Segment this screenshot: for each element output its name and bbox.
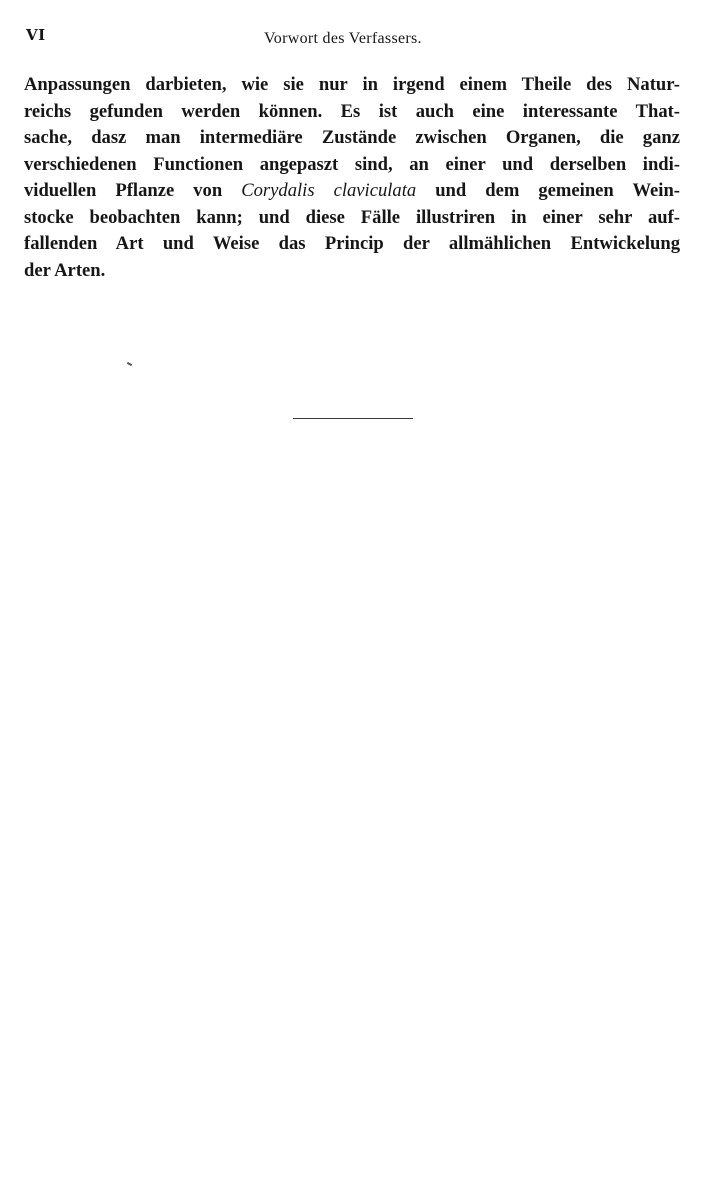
section-end-rule (293, 418, 413, 419)
running-title: Vorwort des Verfassers. (264, 30, 422, 47)
text-line-mixed (24, 178, 680, 205)
species-name: Corydalis claviculata (241, 180, 417, 201)
ink-speck (127, 362, 132, 366)
text-segment: und dem gemeinen Wein- (435, 180, 680, 201)
text-line-last: der Arten. (24, 259, 106, 281)
page-number: VI (26, 26, 46, 44)
text-line: Anpassungen darbieten, wie sie nur in irgend einem Theile des Natur- (24, 74, 680, 95)
body-paragraph (24, 72, 680, 284)
text-line: sache, dasz man intermediäre Zustände zwischen Organen, die ganz (24, 127, 680, 148)
page-header (26, 26, 680, 52)
text-segment: viduellen Pflanze von (24, 180, 223, 201)
text-line: verschiedenen Functionen angepaszt sind, an einer und derselben indi- (24, 153, 680, 175)
text-line: reichs gefunden werden können. Es ist auch eine interessante That- (24, 100, 680, 122)
text-line: fallenden Art und Weise das Princip der allmählichen Entwickelung (24, 233, 680, 254)
text-line: stocke beobachten kann; und diese Fälle illustriren in einer sehr auf- (24, 206, 680, 228)
